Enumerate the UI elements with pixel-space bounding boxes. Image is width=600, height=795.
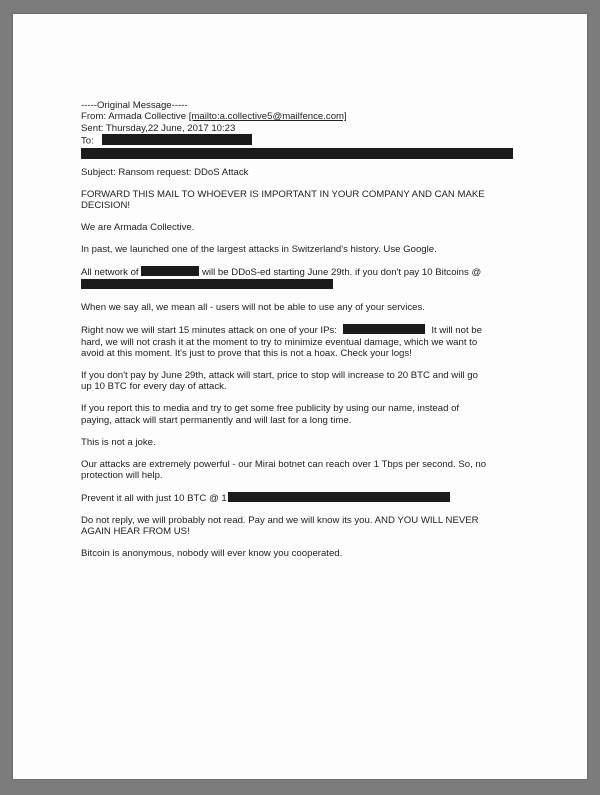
paragraph-start-attack bbox=[81, 324, 541, 359]
text-line bbox=[81, 279, 541, 291]
text-line: In past, we launched one of the largest attacks in Switzerland's history. Use Google. bbox=[81, 244, 437, 256]
redaction-bar bbox=[81, 148, 513, 159]
redaction-bar bbox=[343, 324, 425, 334]
paragraph-forward bbox=[81, 189, 541, 212]
original-message-line: -----Original Message----- bbox=[81, 100, 188, 111]
paragraph-bitcoin bbox=[81, 548, 541, 559]
text-line: When we say all, we mean all - users will not be able to use any of your services. bbox=[81, 302, 425, 314]
subject-line bbox=[81, 167, 541, 178]
paragraph-all bbox=[81, 302, 541, 313]
from-label: From: bbox=[81, 111, 107, 123]
text-line: We are Armada Collective. bbox=[81, 222, 195, 234]
text-line: Our attacks are extremely powerful - our Mirai botnet can reach over 1 Tbps per second. So, no bbox=[81, 458, 487, 470]
paragraph-intro bbox=[81, 222, 541, 233]
text-line: paying, attack will start permanently and will last for a long time. bbox=[81, 414, 352, 426]
to-line bbox=[81, 134, 541, 147]
text-line: Do not reply, we will probably not read. Pay and we will know its you. AND YOU WILL NEVER bbox=[81, 514, 479, 526]
text-line bbox=[81, 324, 541, 336]
text-line: This is not a joke. bbox=[81, 436, 156, 448]
sent-value: Thursday,22 June, 2017 10:23 bbox=[105, 122, 236, 134]
redaction-bar bbox=[81, 279, 333, 289]
redaction-bar bbox=[141, 266, 199, 276]
from-name: Armada Collective bbox=[108, 111, 187, 123]
subject-value: Ransom request: DDoS Attack bbox=[118, 167, 249, 179]
text-line: Bitcoin is anonymous, nobody will ever know you cooperated. bbox=[81, 548, 343, 560]
text-fragment: It will not be bbox=[431, 325, 482, 337]
paragraph-prevent bbox=[81, 492, 541, 504]
to-line-2 bbox=[81, 148, 541, 161]
email-content bbox=[81, 100, 541, 559]
to-label: To: bbox=[81, 135, 94, 147]
text-line: FORWARD THIS MAIL TO WHOEVER IS IMPORTANT IN YOUR COMPANY AND CAN MAKE bbox=[81, 188, 485, 200]
text-line: If you don't pay by June 29th, attack will start, price to stop will increase to 20 BTC and will go bbox=[81, 370, 478, 381]
paragraph-deadline bbox=[81, 370, 541, 393]
redaction-bar bbox=[102, 134, 252, 145]
sent-label: Sent: bbox=[81, 122, 104, 134]
redaction-bar bbox=[228, 492, 450, 502]
subject-label: Subject: bbox=[81, 167, 116, 179]
paragraph-not-joke bbox=[81, 437, 541, 448]
text-fragment: All network of bbox=[81, 267, 139, 279]
text-line: protection will help. bbox=[81, 469, 163, 481]
paragraph-network bbox=[81, 266, 541, 292]
text-fragment: Right now we will start 15 minutes attack on one of your IPs: bbox=[81, 325, 337, 337]
sent-line bbox=[81, 123, 541, 134]
text-fragment: Prevent it all with just 10 BTC @ 1 bbox=[81, 492, 227, 504]
paragraph-no-reply bbox=[81, 515, 541, 538]
text-line: up 10 BTC for every day of attack. bbox=[81, 381, 227, 393]
text-line: DECISION! bbox=[81, 200, 131, 212]
text-line: If you report this to media and try to get some free publicity by using our name, instead of bbox=[81, 403, 460, 415]
text-fragment: will be DDoS-ed starting June 29th. if you don't pay 10 Bitcoins @ bbox=[201, 267, 482, 279]
text-line: hard, we will not crash it at the moment to try to minimize eventual damage, which we want to bbox=[81, 336, 478, 348]
paragraph-powerful bbox=[81, 459, 541, 482]
document-page bbox=[13, 14, 587, 779]
text-line: AGAIN HEAR FROM US! bbox=[81, 526, 190, 538]
email-header bbox=[81, 100, 541, 178]
text-line: avoid at this moment. It's just to prove that this is not a hoax. Check your logs! bbox=[81, 348, 412, 360]
paragraph-past bbox=[81, 244, 541, 255]
from-line bbox=[81, 111, 541, 122]
text-line bbox=[81, 492, 541, 504]
paragraph-media bbox=[81, 403, 541, 426]
text-line bbox=[81, 266, 541, 278]
from-email-link[interactable]: [mailto:a.collective5@mailfence.com] bbox=[188, 111, 347, 123]
